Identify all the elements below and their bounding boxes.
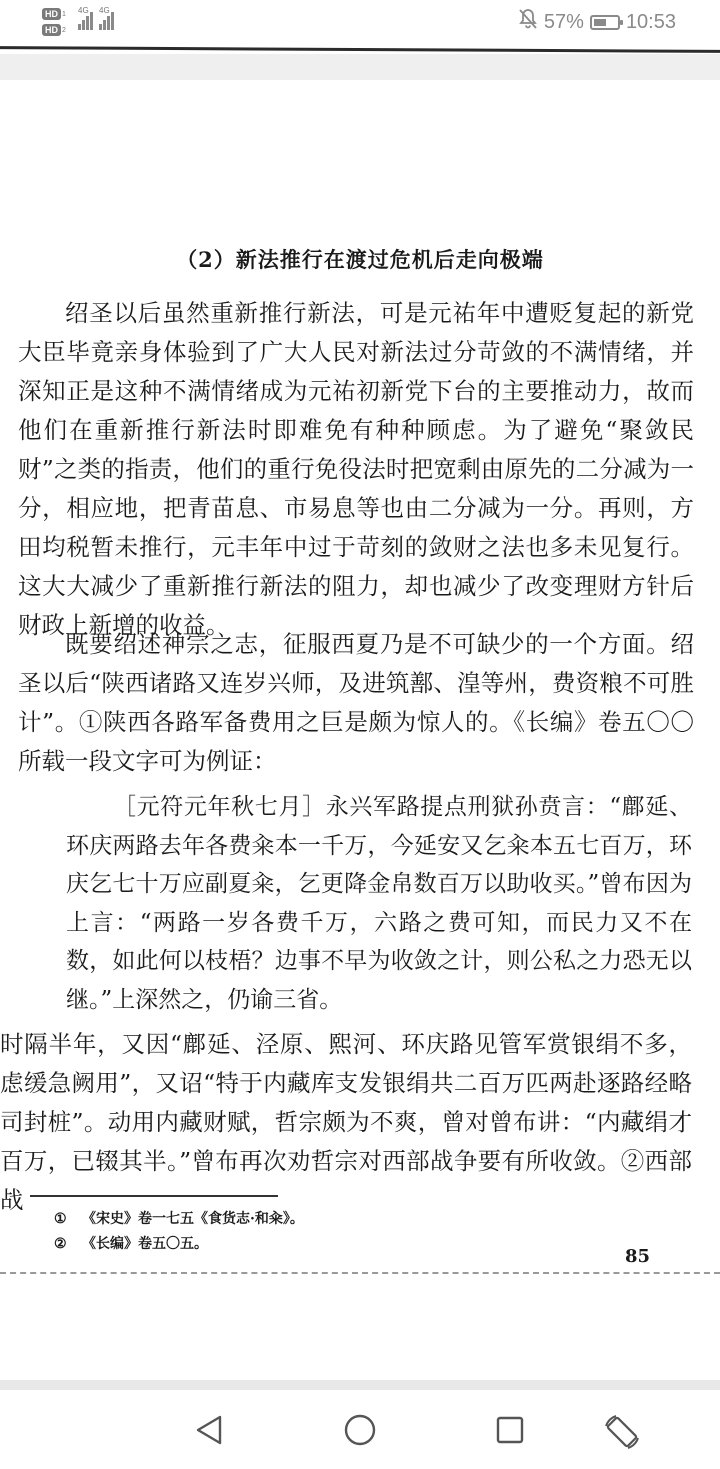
mute-icon <box>518 8 538 36</box>
hd-badge: HD <box>42 24 61 36</box>
footnote <box>54 1233 208 1253</box>
status-right <box>518 8 676 36</box>
footnote-divider <box>30 1195 278 1197</box>
clock: 10:53 <box>625 10 676 33</box>
footnote-text: 《长编》卷五〇五。 <box>82 1236 208 1252</box>
paragraph: 时隔半年，又因“鄜延、泾原、熙河、环庆路见管军赏银绢不多，虑缓急阙用”，又诏“特于内藏库支发银绢共二百万匹两赴逐路经略司封桩”。动用内藏财赋，哲宗颇为不爽，曾对曾布讲：“内藏绢才百万，已辍其半。”曾布再次劝哲宗对西部战争要有所收敛。②西部战 <box>0 1030 692 1214</box>
battery-percent: 57% <box>543 10 584 33</box>
network-type: 4G <box>99 6 110 15</box>
page-gap <box>0 1380 720 1390</box>
recents-button[interactable] <box>492 1412 528 1448</box>
home-button[interactable] <box>342 1412 378 1448</box>
rotate-icon <box>602 1412 642 1452</box>
sim1-indicator <box>42 6 66 22</box>
signal-icon <box>99 8 114 30</box>
paragraph: 绍圣以后虽然重新推行新法，可是元祐年中遭贬复起的新党大臣毕竟亲身体验到了广大人民对新法过分苛敛的不满情绪，并深知正是这种不满情绪成为元祐初新党下台的主要推动力，故而他们在重新推行新法时即难免有种种顾虑。为了避免“聚敛民财”之类的指责，他们的重行免役法时把宽剩由原先的二分减为一分，相应地，把青苗息、市易息等也由二分减为一分。再则，方田均税暂未推行，元丰年中过于苛刻的敛财之法也多未见复行。这大大减少了重新推行新法的阻力，却也减少了改变理财方针后财政上新增的收益。 <box>18 299 694 639</box>
back-icon <box>192 1412 228 1448</box>
page-gap <box>0 54 720 80</box>
page-number: 85 <box>624 1246 650 1267</box>
footnote-mark: ② <box>54 1236 67 1252</box>
block-quote: ［元符元年秋七月］永兴军路提点刑狱孙贲言：“鄜延、环庆两路去年各费籴本一千万，今延安又乞籴本五七百万，环庆乞七十万应副夏籴，乞更降金帛数百万以助收买。”曾布因为上言：“两路一岁各费千万，六路之费可知，而民力又不在数，如此何以枝梧？边事不早为收敛之计，则公私之力恐无以继。”上深然之，仍谕三省。 <box>66 794 692 1013</box>
footnote-mark: ① <box>54 1211 67 1227</box>
signal-icons <box>78 8 114 30</box>
back-button[interactable] <box>192 1412 228 1448</box>
hd-sub: 1 <box>62 10 66 18</box>
hd-badge: HD <box>42 8 61 20</box>
sim-indicators <box>42 6 66 38</box>
rotate-button[interactable] <box>602 1412 638 1448</box>
section-title: （2）新法推行在渡过危机后走向极端 <box>176 247 544 272</box>
battery-icon <box>590 15 620 30</box>
status-bar <box>0 0 720 46</box>
scan-bottom-edge <box>0 1272 720 1274</box>
scan-top-edge <box>0 46 720 53</box>
navigation-bar <box>0 1390 720 1469</box>
footnote-text: 《宋史》卷一七五《食货志·和籴》。 <box>82 1211 304 1227</box>
recents-icon <box>492 1412 528 1448</box>
network-type: 4G <box>78 6 89 15</box>
signal-icon <box>78 8 93 30</box>
home-icon <box>342 1412 378 1448</box>
document-page[interactable] <box>0 80 720 1380</box>
paragraph: 既要绍述神宗之志，征服西夏乃是不可缺少的一个方面。绍圣以后“陕西诸路又连岁兴师，及进筑鄯、湟等州，费资粮不可胜计”。①陕西各路军备费用之巨是颇为惊人的。《长编》卷五〇〇所载一段文字可为例证： <box>18 630 694 775</box>
sim2-indicator <box>42 22 66 38</box>
footnote <box>54 1208 304 1228</box>
hd-sub: 2 <box>62 26 66 34</box>
